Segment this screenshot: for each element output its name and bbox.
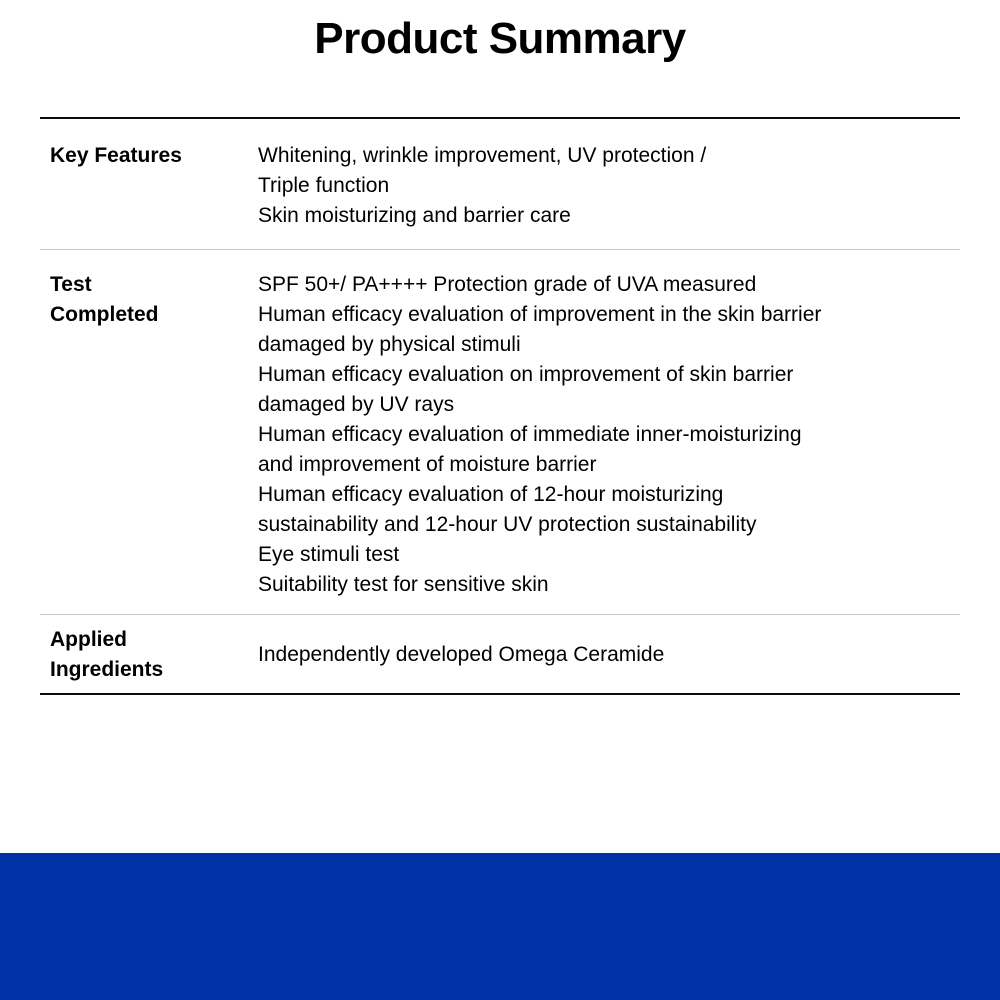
table-row-applied-ingredients (40, 614, 960, 693)
row-label-test-completed: Test Completed (50, 273, 159, 326)
page-title: Product Summary (314, 14, 686, 63)
footer-accent-bar (0, 853, 1000, 1000)
row-label-applied-ingredients: Applied Ingredients (50, 628, 164, 681)
table-row-key-features (40, 119, 960, 249)
row-label-key-features: Key Features (50, 144, 182, 167)
row-value-key-features: Whitening, wrinkle improvement, UV protection / Triple function Skin moisturizing and barrier care (258, 144, 707, 227)
row-value-applied-ingredients: Independently developed Omega Ceramide (258, 643, 665, 666)
row-value-test-completed: SPF 50+/ PA++++ Protection grade of UVA measured Human efficacy evaluation of improvement in the skin barrier damaged by physical stimuli Human efficacy evaluation on improvement of skin barrier damaged by UV rays Human efficacy evaluation of immediate inner-moisturizing and improvement of moisture barrier Human efficacy evaluation of 12-hour moisturizing sustainability and 12-hour UV protection sustainability Eye stimuli test Suitability test for sensitive skin (258, 273, 822, 596)
product-summary-table (40, 117, 960, 695)
table-row-test-completed (40, 249, 960, 614)
